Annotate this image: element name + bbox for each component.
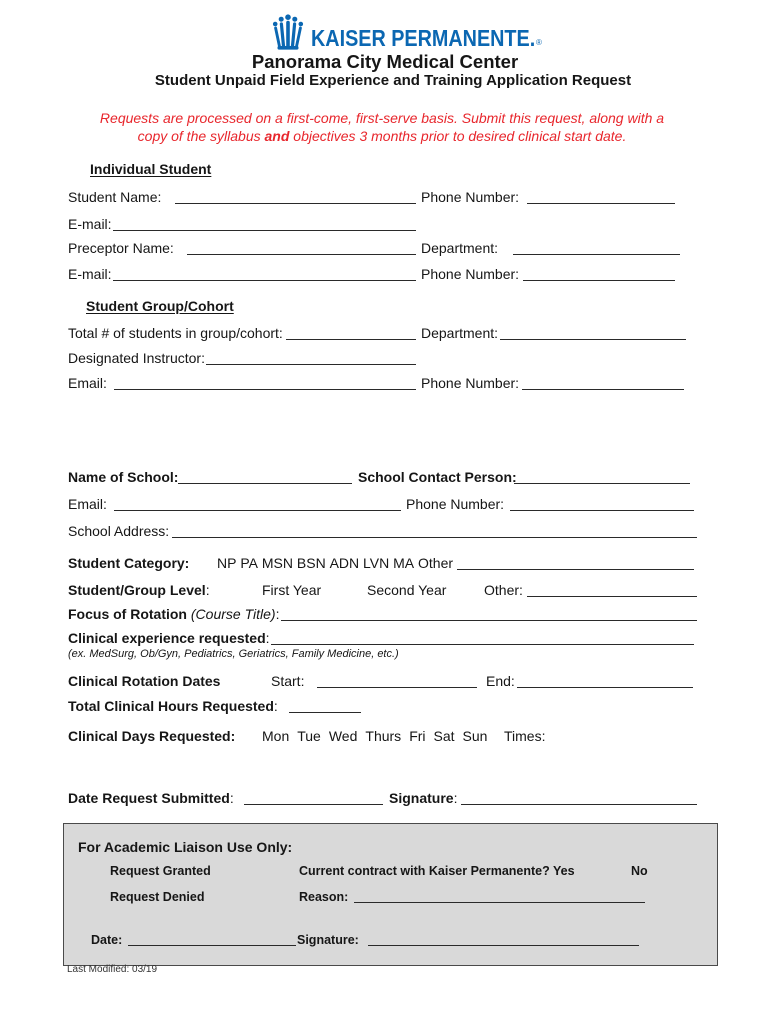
student-category-row xyxy=(0,555,770,572)
instructor-field[interactable] xyxy=(206,350,416,365)
academic-liaison-heading: For Academic Liaison Use Only: xyxy=(78,839,293,855)
individual-student-heading: Individual Student xyxy=(90,161,212,177)
contract-yes-option: Yes xyxy=(553,864,575,878)
reason-field[interactable] xyxy=(354,890,645,903)
focus-hint: (Course Title) xyxy=(190,606,276,622)
preceptor-phone-label: Phone Number: xyxy=(421,266,520,282)
school-phone-label: Phone Number: xyxy=(406,496,505,512)
preceptor-email-label: E-mail: xyxy=(68,266,112,282)
preceptor-department-label: Department: xyxy=(421,240,499,256)
kaiser-people-icon xyxy=(270,13,306,51)
end-date-field[interactable] xyxy=(517,673,693,688)
signature-label xyxy=(389,790,457,807)
end-date-label: End: xyxy=(486,673,515,689)
contract-question-text: Current contract with Kaiser Permanente? xyxy=(299,864,550,878)
student-category-options xyxy=(217,555,453,572)
page-title: Panorama City Medical Center xyxy=(251,51,519,72)
start-date-label: Start: xyxy=(271,673,305,689)
category-option-pa: PA xyxy=(240,555,258,571)
day-fri: Fri xyxy=(409,728,426,744)
clinical-hours-row xyxy=(0,698,770,715)
category-option-bsn: BSN xyxy=(296,555,326,571)
clinical-experience-row xyxy=(0,630,770,647)
clinical-days-row xyxy=(0,728,770,745)
signature-label-text: Signature xyxy=(389,790,454,806)
reason-label: Reason: xyxy=(299,890,349,904)
registered-mark: ® xyxy=(536,38,542,47)
student-email-field[interactable] xyxy=(113,216,416,231)
request-denied-label: Request Denied xyxy=(110,890,205,904)
day-sat: Sat xyxy=(433,728,455,744)
level-option-second-year: Second Year xyxy=(367,582,447,598)
instructor-phone-field[interactable] xyxy=(522,375,684,390)
liaison-signature-field[interactable] xyxy=(368,933,639,946)
group-level-label-text: Student/Group Level xyxy=(68,582,206,598)
level-other-label: Other: xyxy=(484,582,523,598)
student-email-label: E-mail: xyxy=(68,216,112,232)
instructor-email-field[interactable] xyxy=(114,375,416,390)
academic-liaison-box xyxy=(63,823,718,966)
liaison-signature-label: Signature: xyxy=(297,933,359,947)
clinical-experience-field[interactable] xyxy=(271,630,694,645)
liaison-date-row xyxy=(64,933,717,948)
clinical-hours-label-text: Total Clinical Hours Requested xyxy=(68,698,274,714)
clinical-days-options xyxy=(262,728,487,745)
category-option-other: Other xyxy=(418,555,454,571)
total-students-field[interactable] xyxy=(286,325,416,340)
rotation-dates-row xyxy=(0,673,770,690)
preceptor-name-field[interactable] xyxy=(187,240,416,255)
school-phone-field[interactable] xyxy=(510,496,694,511)
course-title-field[interactable] xyxy=(281,606,697,621)
category-option-ma: MA xyxy=(393,555,415,571)
group-cohort-heading: Student Group/Cohort xyxy=(86,298,234,314)
category-option-msn: MSN xyxy=(261,555,293,571)
group-level-row xyxy=(0,582,770,599)
focus-colon: : xyxy=(275,606,280,622)
instructor-row xyxy=(0,350,770,367)
request-granted-label: Request Granted xyxy=(110,864,211,878)
category-other-field[interactable] xyxy=(457,555,694,570)
total-students-label: Total # of students in group/cohort: xyxy=(68,325,283,341)
day-tue: Tue xyxy=(297,728,321,744)
clinical-experience-example: (ex. MedSurg, Ob/Gyn, Pediatrics, Geriatrics, Family Medicine, etc.) xyxy=(68,648,399,660)
notice-line-2 xyxy=(0,127,764,145)
clinical-experience-label xyxy=(68,630,270,647)
clinical-experience-colon: : xyxy=(265,630,270,646)
group-total-row xyxy=(0,325,770,342)
preceptor-name-label: Preceptor Name: xyxy=(68,240,174,256)
preceptor-phone-field[interactable] xyxy=(523,266,675,281)
clinical-experience-label-text: Clinical experience requested xyxy=(68,630,266,646)
school-address-row xyxy=(0,523,770,540)
school-name-label: Name of School: xyxy=(68,469,179,485)
group-level-colon: : xyxy=(205,582,210,598)
preceptor-email-row xyxy=(0,266,770,283)
logo-wordmark: KAISER PERMANENTE. xyxy=(311,25,536,51)
submission-row xyxy=(0,790,770,807)
times-label: Times: xyxy=(504,728,546,744)
student-phone-label: Phone Number: xyxy=(421,189,520,205)
signature-colon: : xyxy=(453,790,458,806)
date-submitted-label-text: Date Request Submitted xyxy=(68,790,230,806)
group-level-label xyxy=(68,582,210,599)
school-contact-label: School Contact Person: xyxy=(358,469,517,485)
instructor-contact-row xyxy=(0,375,770,392)
school-contact-row xyxy=(0,496,770,513)
date-submitted-colon: : xyxy=(229,790,234,806)
group-department-field[interactable] xyxy=(500,325,686,340)
level-option-first-year: First Year xyxy=(262,582,322,598)
liaison-date-field[interactable] xyxy=(128,933,296,946)
clinical-hours-label xyxy=(68,698,278,715)
notice-line-1: Requests are processed on a first-come, first-serve basis. Submit this request, along with a xyxy=(99,110,665,126)
category-option-lvn: LVN xyxy=(363,555,390,571)
student-category-label: Student Category: xyxy=(68,555,190,571)
start-date-field[interactable] xyxy=(317,673,477,688)
level-other-field[interactable] xyxy=(527,582,697,597)
school-contact-field[interactable] xyxy=(514,469,690,484)
focus-label-text: Focus of Rotation xyxy=(68,606,187,622)
group-department-label: Department: xyxy=(421,325,499,341)
focus-of-rotation-row xyxy=(0,606,770,623)
student-name-label: Student Name: xyxy=(68,189,162,205)
contract-no-option: No xyxy=(631,864,648,878)
request-granted-row xyxy=(64,864,717,879)
school-address-field[interactable] xyxy=(172,523,697,538)
school-email-label: Email: xyxy=(68,496,107,512)
day-mon: Mon xyxy=(262,728,290,744)
school-address-label: School Address: xyxy=(68,523,170,539)
category-option-adn: ADN xyxy=(329,555,360,571)
school-name-row xyxy=(0,469,770,486)
notice-emphasis: and xyxy=(264,128,290,144)
day-wed: Wed xyxy=(328,728,358,744)
category-option-np: NP xyxy=(217,555,237,571)
last-modified: Last Modified: 03/19 xyxy=(67,964,158,975)
focus-of-rotation-label xyxy=(68,606,279,623)
instructor-phone-label: Phone Number: xyxy=(421,375,520,391)
rotation-dates-label: Clinical Rotation Dates xyxy=(68,673,221,689)
preceptor-email-field[interactable] xyxy=(113,266,416,281)
instructor-email-label: Email: xyxy=(68,375,107,391)
contract-question xyxy=(299,864,575,879)
clinical-hours-colon: : xyxy=(273,698,278,714)
notice-line-2-end: objectives 3 months prior to desired clinical start date. xyxy=(289,128,627,144)
liaison-date-label: Date: xyxy=(91,933,123,947)
date-submitted-field[interactable] xyxy=(244,790,383,805)
student-name-field[interactable] xyxy=(175,189,416,204)
day-thurs: Thurs xyxy=(365,728,402,744)
preceptor-department-field[interactable] xyxy=(513,240,680,255)
clinical-days-label: Clinical Days Requested: xyxy=(68,728,236,744)
day-sun: Sun xyxy=(462,728,488,744)
student-name-row xyxy=(0,189,770,206)
clinical-hours-field[interactable] xyxy=(289,698,361,713)
request-denied-row xyxy=(64,890,717,905)
notice-line-2-start: copy of the syllabus xyxy=(137,128,265,144)
preceptor-name-row xyxy=(0,240,770,257)
student-phone-field[interactable] xyxy=(527,189,675,204)
instructor-label: Designated Instructor: xyxy=(68,350,205,366)
school-email-field[interactable] xyxy=(114,496,401,511)
school-name-field[interactable] xyxy=(178,469,352,484)
student-email-row xyxy=(0,216,770,233)
date-submitted-label xyxy=(68,790,234,807)
form-subtitle: Student Unpaid Field Experience and Training Application Request xyxy=(154,72,632,89)
signature-field[interactable] xyxy=(461,790,697,805)
